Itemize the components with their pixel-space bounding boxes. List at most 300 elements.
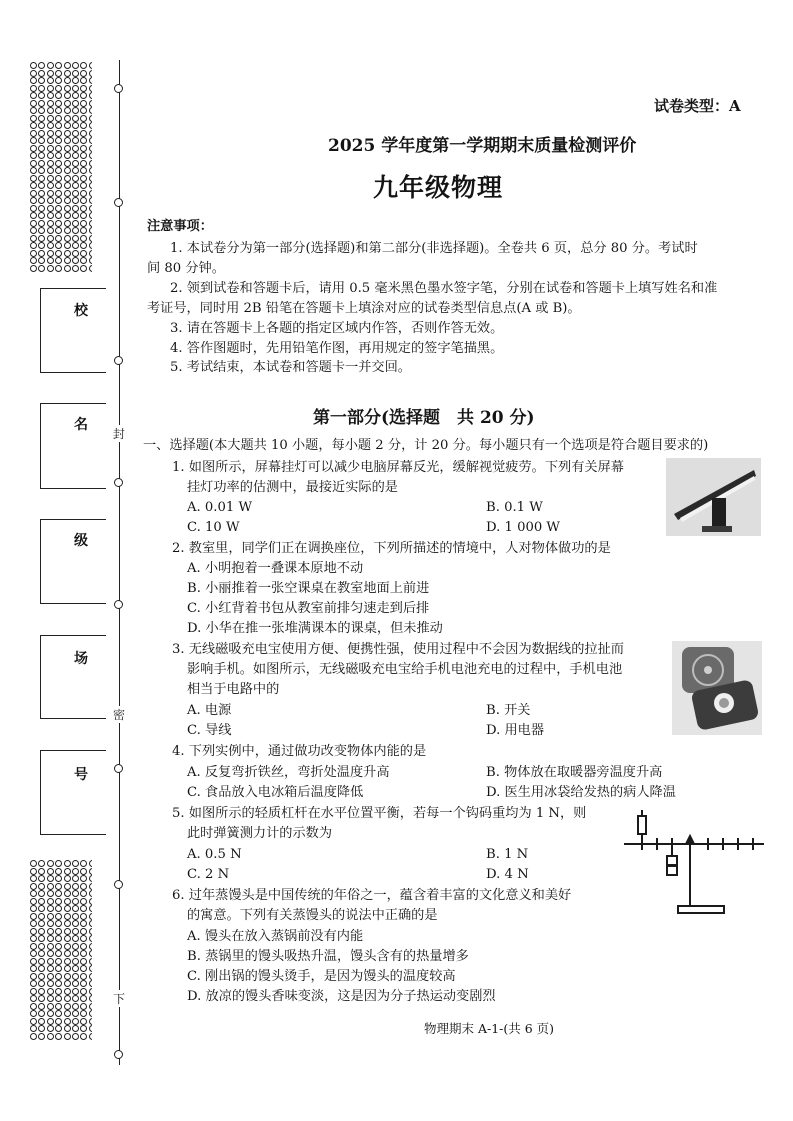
dot xyxy=(30,242,37,249)
dot xyxy=(64,190,71,197)
dot xyxy=(89,928,92,935)
dot xyxy=(89,77,92,84)
dot xyxy=(64,965,71,972)
dot xyxy=(80,905,87,912)
dot xyxy=(64,122,71,129)
dot xyxy=(55,890,62,897)
dot xyxy=(89,250,92,257)
dot-row xyxy=(30,197,92,205)
dot xyxy=(38,257,45,264)
dot xyxy=(89,920,92,927)
question-1-option-c: C. 10 W xyxy=(187,520,240,535)
dot xyxy=(64,152,71,159)
dot xyxy=(64,85,71,92)
dot xyxy=(89,227,92,234)
notice-item: 3. 请在答题卡上各题的指定区域内作答，否则作答无效。 xyxy=(170,321,504,336)
dot xyxy=(30,950,37,957)
dot xyxy=(38,973,45,980)
dot xyxy=(38,115,45,122)
secret-mark: 密 xyxy=(113,708,126,722)
field-line xyxy=(40,403,106,404)
dot xyxy=(47,935,54,942)
dot xyxy=(80,965,87,972)
binding-ring xyxy=(114,880,123,889)
dot xyxy=(89,70,92,77)
dot xyxy=(47,1003,54,1010)
dot xyxy=(64,227,71,234)
dot xyxy=(80,265,87,272)
dot xyxy=(72,145,79,152)
dot xyxy=(30,77,37,84)
dot xyxy=(64,950,71,957)
dot xyxy=(64,167,71,174)
dot xyxy=(55,1010,62,1017)
dot xyxy=(89,980,92,987)
dot-row xyxy=(30,235,92,243)
dot xyxy=(47,220,54,227)
dot xyxy=(89,868,92,875)
dot xyxy=(47,905,54,912)
dot xyxy=(55,920,62,927)
dot xyxy=(55,265,62,272)
dot xyxy=(47,988,54,995)
dot xyxy=(38,860,45,867)
dot xyxy=(38,107,45,114)
dot xyxy=(80,130,87,137)
dot-row xyxy=(30,70,92,78)
dot xyxy=(30,227,37,234)
dot-row xyxy=(30,890,92,898)
dot xyxy=(72,227,79,234)
question-5-option-a: A. 0.5 N xyxy=(187,847,242,862)
dot xyxy=(80,212,87,219)
dot xyxy=(38,995,45,1002)
dot xyxy=(30,235,37,242)
dot xyxy=(64,160,71,167)
dot-row xyxy=(30,905,92,913)
dot xyxy=(55,190,62,197)
dot xyxy=(30,115,37,122)
dot xyxy=(30,988,37,995)
dot xyxy=(89,242,92,249)
dot xyxy=(30,70,37,77)
dot xyxy=(47,77,54,84)
dot xyxy=(89,913,92,920)
dot-row xyxy=(30,115,92,123)
dot xyxy=(55,898,62,905)
dot xyxy=(80,145,87,152)
dot xyxy=(72,77,79,84)
field-line xyxy=(40,635,41,718)
dot xyxy=(80,182,87,189)
binding-ring xyxy=(114,356,123,365)
dot xyxy=(47,107,54,114)
dot-row xyxy=(30,190,92,198)
dot xyxy=(89,190,92,197)
dot-row xyxy=(30,167,92,175)
dot xyxy=(72,220,79,227)
dot xyxy=(72,182,79,189)
power-bank-photo xyxy=(672,641,762,735)
dot xyxy=(30,137,37,144)
dot xyxy=(47,257,54,264)
dot xyxy=(72,868,79,875)
dot-row xyxy=(30,995,92,1003)
question-2-option-a: A. 小明抱着一叠课本原地不动 xyxy=(187,561,364,576)
dot xyxy=(38,190,45,197)
dot xyxy=(72,85,79,92)
dot xyxy=(72,175,79,182)
dot xyxy=(89,950,92,957)
dot xyxy=(80,122,87,129)
dot xyxy=(30,958,37,965)
dot xyxy=(47,860,54,867)
dot xyxy=(47,265,54,272)
dot xyxy=(64,920,71,927)
notice-item: 2. 领到试卷和答题卡后，请用 0.5 毫米黑色墨水签字笔，分别在试卷和答题卡上填写姓名和准 xyxy=(170,281,718,296)
dot xyxy=(72,965,79,972)
dot xyxy=(89,973,92,980)
dot xyxy=(47,883,54,890)
dot xyxy=(30,122,37,129)
dot xyxy=(38,935,45,942)
dot xyxy=(80,913,87,920)
dot xyxy=(38,988,45,995)
dot xyxy=(89,122,92,129)
dot xyxy=(72,100,79,107)
dot xyxy=(30,130,37,137)
question-2-option-b: B. 小丽推着一张空课桌在教室地面上前进 xyxy=(187,581,430,596)
dot xyxy=(47,943,54,950)
dot xyxy=(89,62,92,69)
dot xyxy=(55,160,62,167)
dot xyxy=(89,167,92,174)
dot xyxy=(80,70,87,77)
dot xyxy=(38,182,45,189)
dot xyxy=(64,890,71,897)
dot xyxy=(72,167,79,174)
dot xyxy=(47,913,54,920)
dot xyxy=(47,1033,54,1040)
dot xyxy=(89,197,92,204)
dot xyxy=(47,197,54,204)
dot xyxy=(72,1010,79,1017)
question-6-option-b: B. 蒸锅里的馒头吸热升温，馒头含有的热量增多 xyxy=(187,949,469,964)
dot xyxy=(30,160,37,167)
dot xyxy=(47,70,54,77)
dot xyxy=(80,167,87,174)
field-line xyxy=(40,750,106,751)
dot xyxy=(55,130,62,137)
dot xyxy=(72,988,79,995)
seat-number-field-label: 号 xyxy=(74,767,88,783)
question-1-option-d: D. 1 000 W xyxy=(486,520,560,535)
dot xyxy=(38,1033,45,1040)
dot xyxy=(80,883,87,890)
dot xyxy=(55,77,62,84)
dot xyxy=(30,995,37,1002)
dot xyxy=(80,890,87,897)
question-6-stem: 的寓意。下列有关蒸馒头的说法中正确的是 xyxy=(187,908,438,923)
seal-mark: 封 xyxy=(113,427,126,441)
dot xyxy=(38,943,45,950)
dot xyxy=(64,70,71,77)
dot xyxy=(64,130,71,137)
dot xyxy=(47,250,54,257)
dot xyxy=(55,995,62,1002)
dot xyxy=(55,250,62,257)
dot xyxy=(64,92,71,99)
dot xyxy=(64,860,71,867)
field-line xyxy=(40,603,106,604)
dot xyxy=(47,1010,54,1017)
dot xyxy=(72,1025,79,1032)
dot xyxy=(72,950,79,957)
question-5-option-c: C. 2 N xyxy=(187,867,230,882)
dot xyxy=(80,190,87,197)
dot xyxy=(72,70,79,77)
dot xyxy=(64,875,71,882)
dot xyxy=(55,62,62,69)
dot-row xyxy=(30,860,92,868)
dot xyxy=(89,100,92,107)
dot-row xyxy=(30,107,92,115)
dot xyxy=(30,1010,37,1017)
dot xyxy=(80,1025,87,1032)
dot xyxy=(64,257,71,264)
dot xyxy=(80,85,87,92)
dot xyxy=(38,868,45,875)
dot xyxy=(89,85,92,92)
dot xyxy=(38,898,45,905)
dot xyxy=(38,950,45,957)
dot xyxy=(30,868,37,875)
dot xyxy=(38,883,45,890)
question-6-option-d: D. 放凉的馒头香味变淡，这是因为分子热运动变剧烈 xyxy=(187,989,496,1004)
dot xyxy=(64,1010,71,1017)
dot xyxy=(47,235,54,242)
dot xyxy=(55,182,62,189)
lever-diagram xyxy=(612,806,774,918)
dot xyxy=(38,145,45,152)
section-title: 第一部分(选择题 共 20 分) xyxy=(313,408,535,428)
dot xyxy=(55,868,62,875)
dot-row xyxy=(30,100,92,108)
dot xyxy=(64,137,71,144)
dot xyxy=(55,235,62,242)
dot xyxy=(72,905,79,912)
page-footer: 物理期末 A-1-(共 6 页) xyxy=(424,1021,555,1036)
dot xyxy=(30,100,37,107)
dot xyxy=(80,257,87,264)
dot xyxy=(30,92,37,99)
dot xyxy=(38,242,45,249)
dot xyxy=(89,965,92,972)
dot xyxy=(80,973,87,980)
dot xyxy=(47,122,54,129)
dot xyxy=(47,182,54,189)
dot-row xyxy=(30,1033,92,1041)
dot xyxy=(47,973,54,980)
dot xyxy=(72,265,79,272)
dot xyxy=(47,898,54,905)
binding-ring xyxy=(114,600,123,609)
field-line xyxy=(40,519,41,603)
dot xyxy=(80,100,87,107)
dot-row xyxy=(30,160,92,168)
dot xyxy=(55,205,62,212)
dot xyxy=(64,995,71,1002)
field-line xyxy=(40,288,106,289)
dot xyxy=(89,107,92,114)
dot-row xyxy=(30,875,92,883)
dot-row xyxy=(30,265,92,273)
dot xyxy=(89,115,92,122)
dot xyxy=(72,152,79,159)
dot xyxy=(38,212,45,219)
field-line xyxy=(40,488,106,489)
dot xyxy=(89,905,92,912)
binding-ring xyxy=(114,198,123,207)
dot xyxy=(80,205,87,212)
question-4-option-b: B. 物体放在取暖器旁温度升高 xyxy=(486,765,663,780)
dot xyxy=(47,227,54,234)
dot xyxy=(80,107,87,114)
dot xyxy=(38,197,45,204)
question-3-option-d: D. 用电器 xyxy=(486,723,545,738)
dot xyxy=(80,242,87,249)
dot xyxy=(72,980,79,987)
binding-ring xyxy=(114,84,123,93)
dot xyxy=(72,130,79,137)
dot xyxy=(38,100,45,107)
dot xyxy=(72,257,79,264)
dot xyxy=(72,935,79,942)
dot xyxy=(72,242,79,249)
binding-line xyxy=(119,60,120,1065)
dot xyxy=(38,77,45,84)
dot-row xyxy=(30,212,92,220)
dot xyxy=(80,227,87,234)
dot xyxy=(38,62,45,69)
dot xyxy=(38,130,45,137)
dot xyxy=(64,980,71,987)
dot xyxy=(55,115,62,122)
dot xyxy=(55,1003,62,1010)
question-6-option-a: A. 馒头在放入蒸锅前没有内能 xyxy=(187,929,364,944)
dot xyxy=(89,860,92,867)
dot xyxy=(38,152,45,159)
dot xyxy=(55,973,62,980)
dot xyxy=(30,220,37,227)
dot xyxy=(47,928,54,935)
dot xyxy=(30,62,37,69)
dot xyxy=(55,152,62,159)
dot xyxy=(89,995,92,1002)
dot xyxy=(72,92,79,99)
dot xyxy=(72,883,79,890)
dot xyxy=(80,250,87,257)
dot xyxy=(89,182,92,189)
dot xyxy=(55,107,62,114)
dot-row xyxy=(30,122,92,130)
dot-row xyxy=(30,868,92,876)
dot xyxy=(64,265,71,272)
notice-item: 考证号，同时用 2B 铅笔在答题卡上填涂对应的试卷类型信息点(A 或 B)。 xyxy=(147,301,581,316)
dot xyxy=(89,1010,92,1017)
dot xyxy=(55,913,62,920)
dot xyxy=(72,1003,79,1010)
question-1-option-a: A. 0.01 W xyxy=(187,500,253,515)
dot xyxy=(30,85,37,92)
dot-row xyxy=(30,898,92,906)
dot xyxy=(64,868,71,875)
dot xyxy=(89,958,92,965)
dot xyxy=(38,958,45,965)
dot xyxy=(47,92,54,99)
dot xyxy=(47,62,54,69)
dot-row xyxy=(30,242,92,250)
dot xyxy=(30,250,37,257)
dot-row xyxy=(30,130,92,138)
dot xyxy=(47,212,54,219)
dot xyxy=(47,130,54,137)
dot xyxy=(89,220,92,227)
dot xyxy=(47,175,54,182)
dot xyxy=(64,905,71,912)
dot xyxy=(89,1003,92,1010)
dot xyxy=(64,235,71,242)
dot xyxy=(55,883,62,890)
dot xyxy=(38,890,45,897)
dot xyxy=(30,943,37,950)
dot xyxy=(89,883,92,890)
dot xyxy=(64,928,71,935)
dot-row xyxy=(30,205,92,213)
dot xyxy=(47,242,54,249)
dot xyxy=(89,1025,92,1032)
dot xyxy=(89,175,92,182)
dot xyxy=(30,182,37,189)
dot xyxy=(72,928,79,935)
dot xyxy=(55,167,62,174)
dot xyxy=(47,167,54,174)
dot xyxy=(80,950,87,957)
dot xyxy=(55,943,62,950)
dot xyxy=(80,868,87,875)
dot xyxy=(89,137,92,144)
dot xyxy=(80,1033,87,1040)
dot-row xyxy=(30,973,92,981)
dot xyxy=(30,197,37,204)
exam-room-field-label: 场 xyxy=(74,651,88,667)
dot xyxy=(47,965,54,972)
dot xyxy=(38,250,45,257)
dot xyxy=(89,935,92,942)
dot xyxy=(30,860,37,867)
dot xyxy=(55,137,62,144)
dot xyxy=(89,212,92,219)
dot xyxy=(38,1018,45,1025)
dot xyxy=(64,943,71,950)
dot xyxy=(80,958,87,965)
dot xyxy=(55,1025,62,1032)
dot-row xyxy=(30,1010,92,1018)
dot xyxy=(47,980,54,987)
dot xyxy=(30,265,37,272)
dot xyxy=(38,205,45,212)
dot xyxy=(80,943,87,950)
